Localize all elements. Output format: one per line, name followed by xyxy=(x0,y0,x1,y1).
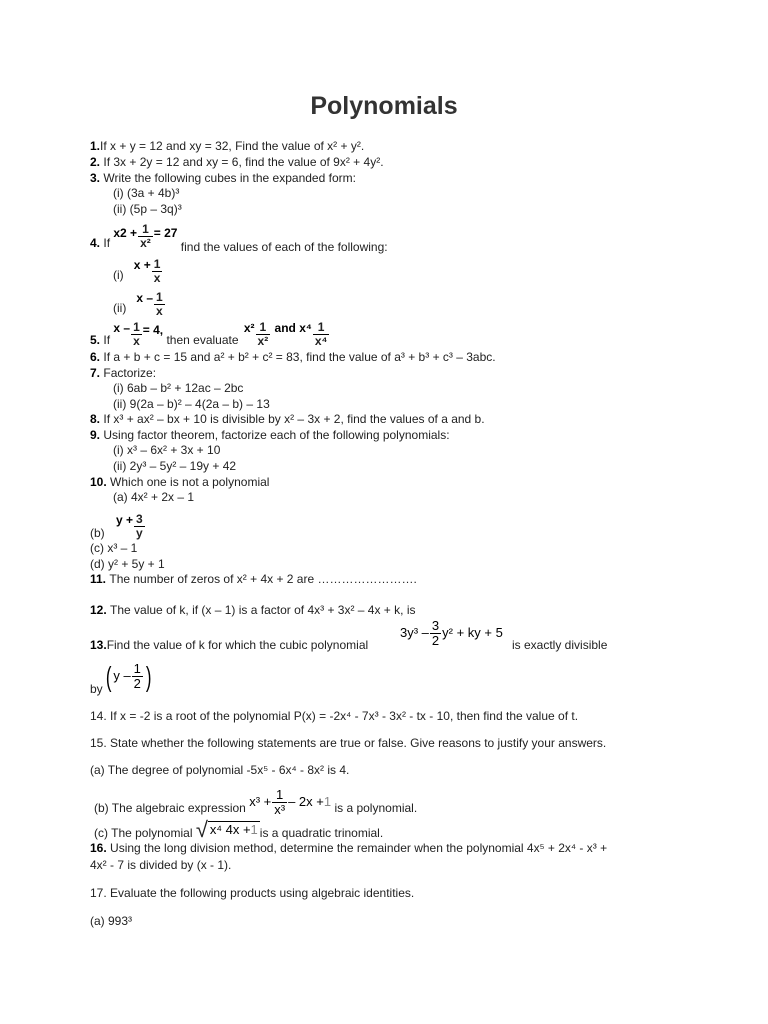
numerator: 1 xyxy=(133,661,141,677)
denominator: 2 xyxy=(431,633,440,649)
question-text: find the values of each of the following: xyxy=(180,240,388,254)
question-text: Which one is not a polynomial xyxy=(110,475,270,489)
page-title: Polynomials xyxy=(310,92,458,120)
numerator: 3 xyxy=(136,512,143,527)
question-17: 17. Evaluate the following products using algebraic identities. xyxy=(90,886,415,900)
numerator: 1 xyxy=(256,321,271,335)
question-13-tail: is exactly divisible xyxy=(512,638,608,652)
question-number: 12. xyxy=(90,603,107,617)
question-11 xyxy=(90,572,417,586)
question-9-part-i: (i) x³ – 6x² + 3x + 10 xyxy=(113,443,221,457)
option-c: (c) x³ – 1 xyxy=(90,541,138,555)
question-2 xyxy=(90,155,384,169)
question-number: 11. xyxy=(90,572,107,586)
cubic-polynomial xyxy=(400,616,503,650)
question-text: The number of zeros of x² + 4x + 2 are ……………………. xyxy=(109,572,417,586)
question-text: The value of k, if (x – 1) is a factor of 4x³ + 3x² – 4x + k, is xyxy=(110,603,416,617)
denominator: x xyxy=(156,304,163,319)
question-7 xyxy=(90,366,156,380)
question-8 xyxy=(90,412,485,426)
denominator: x² xyxy=(140,236,151,250)
denominator: x² xyxy=(257,334,269,349)
question-text: Using factor theorem, factorize each of the following polynomials: xyxy=(103,428,450,442)
denominator: x xyxy=(153,271,161,286)
numerator: 3 xyxy=(431,618,440,634)
fraction xyxy=(256,321,271,348)
question-9-part-ii: (ii) 2y³ – 5y² – 19y + 42 xyxy=(113,459,237,473)
option-a: (a) 4x² + 2x – 1 xyxy=(113,490,195,504)
fraction xyxy=(272,788,287,817)
expression: – 2x + xyxy=(288,794,324,809)
part-label: (i) xyxy=(113,268,124,282)
expression: x³ + xyxy=(249,794,272,809)
open-paren: ( xyxy=(105,660,112,692)
statement-text: is a quadratic trinomial. xyxy=(259,826,384,840)
option-d: (d) y² + 5y + 1 xyxy=(90,557,165,571)
fraction xyxy=(138,223,153,250)
radical-sign: √ xyxy=(195,816,208,842)
statement-text: (b) The algebraic expression xyxy=(94,801,246,815)
fraction xyxy=(430,619,441,648)
by-label: by xyxy=(90,682,103,696)
question-text: If a + b + c = 15 and a² + b² + c² = 83, find the value of a³ + b³ + c³ – 3abc. xyxy=(103,350,496,364)
question-7-part-i: (i) 6ab – b² + 12ac – 2bc xyxy=(113,381,244,395)
denominator: y xyxy=(136,526,143,541)
numerator: 1 xyxy=(153,257,161,272)
question-text: If x³ + ax² – bx + 10 is divisible by x² – 3x + 2, find the values of a and b. xyxy=(103,412,485,426)
question-number: 8. xyxy=(90,412,101,426)
and-label: and xyxy=(274,321,296,335)
fraction xyxy=(131,321,142,348)
question-number: 9. xyxy=(90,428,101,442)
numerator: 1 xyxy=(272,788,287,803)
expression: x – xyxy=(113,321,131,335)
question-number: 10. xyxy=(90,475,107,489)
question-number: 7. xyxy=(90,366,101,380)
question-3 xyxy=(90,171,356,185)
radicand xyxy=(208,821,260,837)
statement-a: (a) The degree of polynomial -5x⁵ - 6x⁴ - 8x² is 4. xyxy=(90,763,350,777)
expression: x – xyxy=(136,291,154,305)
denominator: x³ xyxy=(274,802,286,818)
question-15: 15. State whether the following statements are true or false. Give reasons to justify your answers. xyxy=(90,736,607,750)
numerator: 1 xyxy=(138,223,153,237)
if-label: If xyxy=(103,236,111,250)
denominator: 2 xyxy=(133,676,141,692)
question-text: If 3x + 2y = 12 and xy = 6, find the value of 9x² + 4y². xyxy=(103,155,384,169)
question-14: 14. If x = -2 is a root of the polynomial P(x) = -2x⁴ - 7x³ - 3x² - tx - 10, then find the value of t. xyxy=(90,709,579,723)
close-paren: ) xyxy=(145,660,152,692)
square-root xyxy=(196,816,260,843)
expression: x⁴ 4x + xyxy=(209,821,251,837)
fraction xyxy=(132,662,143,691)
question-13 xyxy=(90,638,368,652)
statement-text: (c) The polynomial xyxy=(94,826,193,840)
option-b-label: (b) xyxy=(90,526,105,540)
question-17-part-a: (a) 993³ xyxy=(90,914,133,928)
expression: 1 xyxy=(323,794,332,809)
equation-lhs: x2 + xyxy=(113,226,138,240)
question-text: Find the value of k for which the cubic polynomial xyxy=(106,638,369,652)
question-10 xyxy=(90,475,269,489)
question-16 xyxy=(90,841,607,855)
question-3-part-i: (i) (3a + 4b)³ xyxy=(113,186,180,200)
question-1 xyxy=(90,139,364,153)
question-number: 3. xyxy=(90,171,101,185)
question-number: 2. xyxy=(90,155,101,169)
expression: x⁴ xyxy=(299,321,312,335)
question-text: Factorize: xyxy=(103,366,157,380)
denominator: x xyxy=(133,334,140,349)
expression: y + xyxy=(116,513,134,527)
question-number: 13. xyxy=(90,638,107,652)
question-7-part-ii: (ii) 9(2a – b)² – 4(2a – b) – 13 xyxy=(113,397,270,411)
question-number: 6. xyxy=(90,350,101,364)
divisor-expression xyxy=(104,658,153,694)
expression: x² xyxy=(243,321,255,335)
question-16-continued: 4x² - 7 is divided by (x - 1). xyxy=(90,858,232,872)
statement-text: is a polynomial. xyxy=(334,801,418,815)
expression: y² + ky + 5 xyxy=(442,625,503,640)
question-number: 5. xyxy=(90,333,101,347)
question-3-part-ii: (ii) (5p – 3q)³ xyxy=(113,202,182,216)
equation-rhs: = 27 xyxy=(153,226,178,240)
expression: 1 xyxy=(250,821,258,837)
fraction xyxy=(313,321,330,348)
fraction xyxy=(152,258,163,285)
question-number: 4. xyxy=(90,236,101,250)
denominator: x⁴ xyxy=(314,334,328,349)
question-6 xyxy=(90,350,496,364)
question-text: If x + y = 12 and xy = 32, Find the value of x² + y². xyxy=(100,139,365,153)
if-label: If xyxy=(103,333,111,347)
question-12 xyxy=(90,603,416,617)
question-9 xyxy=(90,428,450,442)
question-text: then evaluate xyxy=(166,333,239,347)
question-text: Using the long division method, determine the remainder when the polynomial 4x⁵ + 2x⁴ - x³ + xyxy=(110,841,608,855)
part-label: (ii) xyxy=(113,301,127,315)
question-number: 1. xyxy=(90,139,101,153)
numerator: 1 xyxy=(133,320,140,335)
option-b-expression xyxy=(116,505,146,541)
question-number: 16. xyxy=(90,841,107,855)
expression: x + xyxy=(133,258,151,272)
expression: y – xyxy=(113,668,131,683)
question-text: Write the following cubes in the expanded form: xyxy=(103,171,356,185)
numerator: 1 xyxy=(313,321,330,335)
numerator: 1 xyxy=(156,290,163,305)
fraction xyxy=(134,513,145,540)
expression: 3y³ – xyxy=(400,625,429,640)
question-5 xyxy=(90,313,330,355)
equation-rhs: = 4, xyxy=(142,323,164,337)
